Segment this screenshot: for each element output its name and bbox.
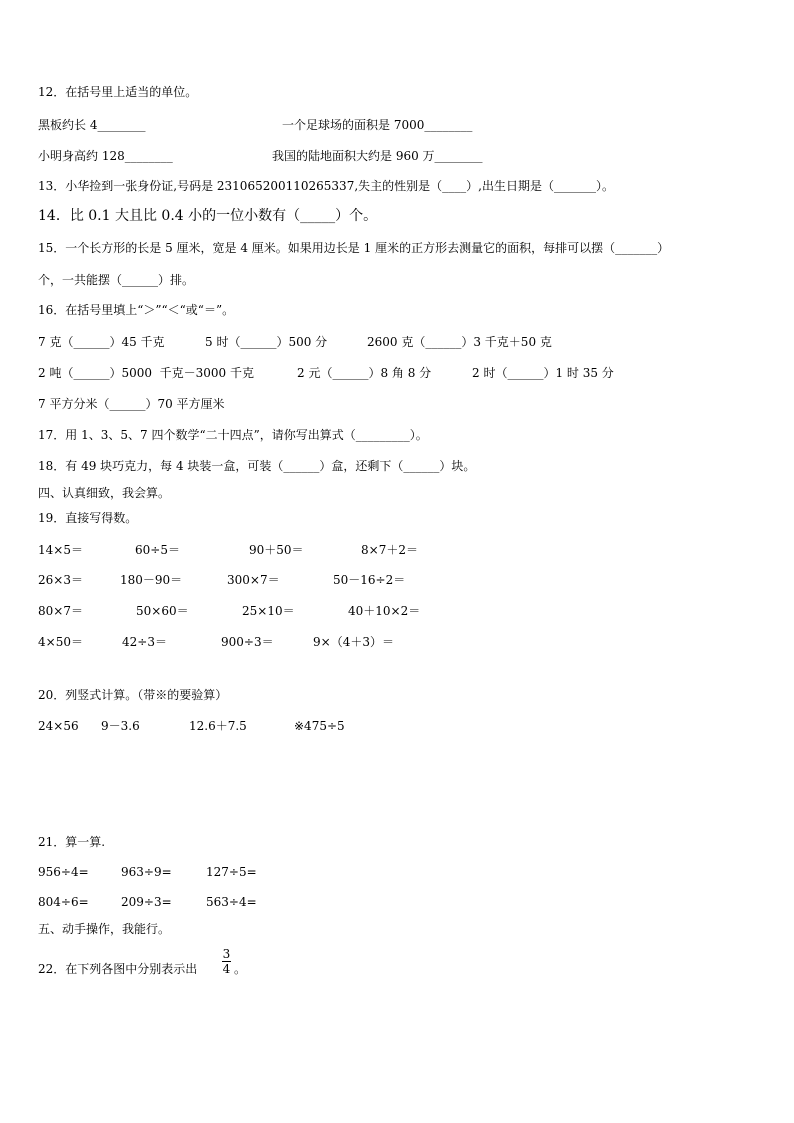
q22-fraction-numerator: 3 — [222, 947, 231, 961]
q16-r2-c1: 2 吨（______）5000 千克－3000 千克 — [38, 366, 254, 380]
q16-title: 16．在括号里填上“＞”“＜“或“＝”。 — [38, 303, 235, 317]
q16-r3: 7 平方分米（______）70 平方厘米 — [38, 397, 225, 411]
q16-r1-c1: 7 克（______）45 千克 — [38, 335, 165, 349]
q18-text: 18．有 49 块巧克力，每 4 块装一盒，可装（______）盒，还剩下（______）块。 — [38, 459, 476, 473]
q16-r1-c2: 5 时（______）500 分 — [205, 335, 328, 349]
q21-r2-c1: 804÷6= — [38, 895, 89, 909]
q16-r1-c3: 2600 克（______）3 千克＋50 克 — [367, 335, 552, 349]
q15-line1: 15．一个长方形的长是 5 厘米，宽是 4 厘米。如果用边长是 1 厘米的正方形去测量它的面积，每排可以摆（_______） — [38, 241, 670, 255]
q12-item-height: 小明身高约 128________ — [38, 149, 173, 163]
q15-line2: 个，一共能摆（______）排。 — [38, 273, 195, 287]
q19-r3-c4: 40＋10×2＝ — [348, 604, 421, 618]
q21-r2-c3: 563÷4= — [206, 895, 257, 909]
q12-item-football-field: 一个足球场的面积是 7000________ — [282, 118, 473, 132]
q19-r3-c1: 80×7＝ — [38, 604, 83, 618]
q16-r2-c3: 2 时（______）1 时 35 分 — [472, 366, 614, 380]
q19-r2-c3: 300×7＝ — [227, 573, 280, 587]
q13-text: 13．小华捡到一张身份证,号码是 231065200110265337,失主的性别是（____）,出生日期是（_______）。 — [38, 179, 614, 193]
q19-r1-c2: 60÷5＝ — [135, 543, 180, 557]
q14-text: 14．比 0.1 大且比 0.4 小的一位小数有（_____）个。 — [38, 208, 378, 224]
q20-item-4: ※475÷5 — [294, 719, 345, 733]
q20-title: 20．列竖式计算。（带※的要验算） — [38, 688, 228, 702]
q17-text: 17．用 1、3、5、7 四个数学“二十四点”，请你写出算式（_________）。 — [38, 428, 428, 442]
q22-fraction-denominator: 4 — [222, 962, 231, 976]
q19-r2-c4: 50－16÷2＝ — [333, 573, 406, 587]
q20-item-2: 9－3.6 — [101, 719, 140, 733]
q19-r2-c1: 26×3＝ — [38, 573, 83, 587]
q19-r3-c3: 25×10＝ — [242, 604, 295, 618]
q22-suffix: 。 — [234, 962, 247, 976]
q19-r2-c2: 180－90＝ — [120, 573, 183, 587]
q19-r3-c2: 50×60＝ — [136, 604, 189, 618]
q19-r4-c2: 42÷3＝ — [122, 635, 167, 649]
section-5-heading: 五、动手操作，我能行。 — [38, 922, 171, 936]
q19-r4-c3: 900÷3＝ — [221, 635, 274, 649]
q20-item-3: 12.6＋7.5 — [189, 719, 247, 733]
q22-prefix: 22．在下列各图中分别表示出 — [38, 962, 198, 976]
q19-r4-c4: 9×（4＋3）＝ — [313, 635, 394, 649]
q12-item-blackboard: 黑板约长 4________ — [38, 118, 146, 132]
q21-r1-c2: 963÷9= — [121, 865, 172, 879]
q19-r1-c1: 14×5＝ — [38, 543, 83, 557]
q21-r2-c2: 209÷3= — [121, 895, 172, 909]
q21-r1-c1: 956÷4= — [38, 865, 89, 879]
q12-item-land-area: 我国的陆地面积大约是 960 万________ — [272, 149, 483, 163]
q21-title: 21．算一算. — [38, 835, 106, 849]
section-4-heading: 四、认真细致，我会算。 — [38, 486, 171, 500]
q19-r1-c3: 90＋50＝ — [249, 543, 304, 557]
q19-r4-c1: 4×50＝ — [38, 635, 83, 649]
q19-title: 19．直接写得数。 — [38, 511, 138, 525]
q12-title: 12．在括号里上适当的单位。 — [38, 85, 198, 99]
q21-r1-c3: 127÷5= — [206, 865, 257, 879]
q22-fraction — [222, 948, 231, 975]
q16-r2-c2: 2 元（______）8 角 8 分 — [297, 366, 432, 380]
q20-item-1: 24×56 — [38, 719, 79, 733]
q19-r1-c4: 8×7＋2＝ — [361, 543, 418, 557]
